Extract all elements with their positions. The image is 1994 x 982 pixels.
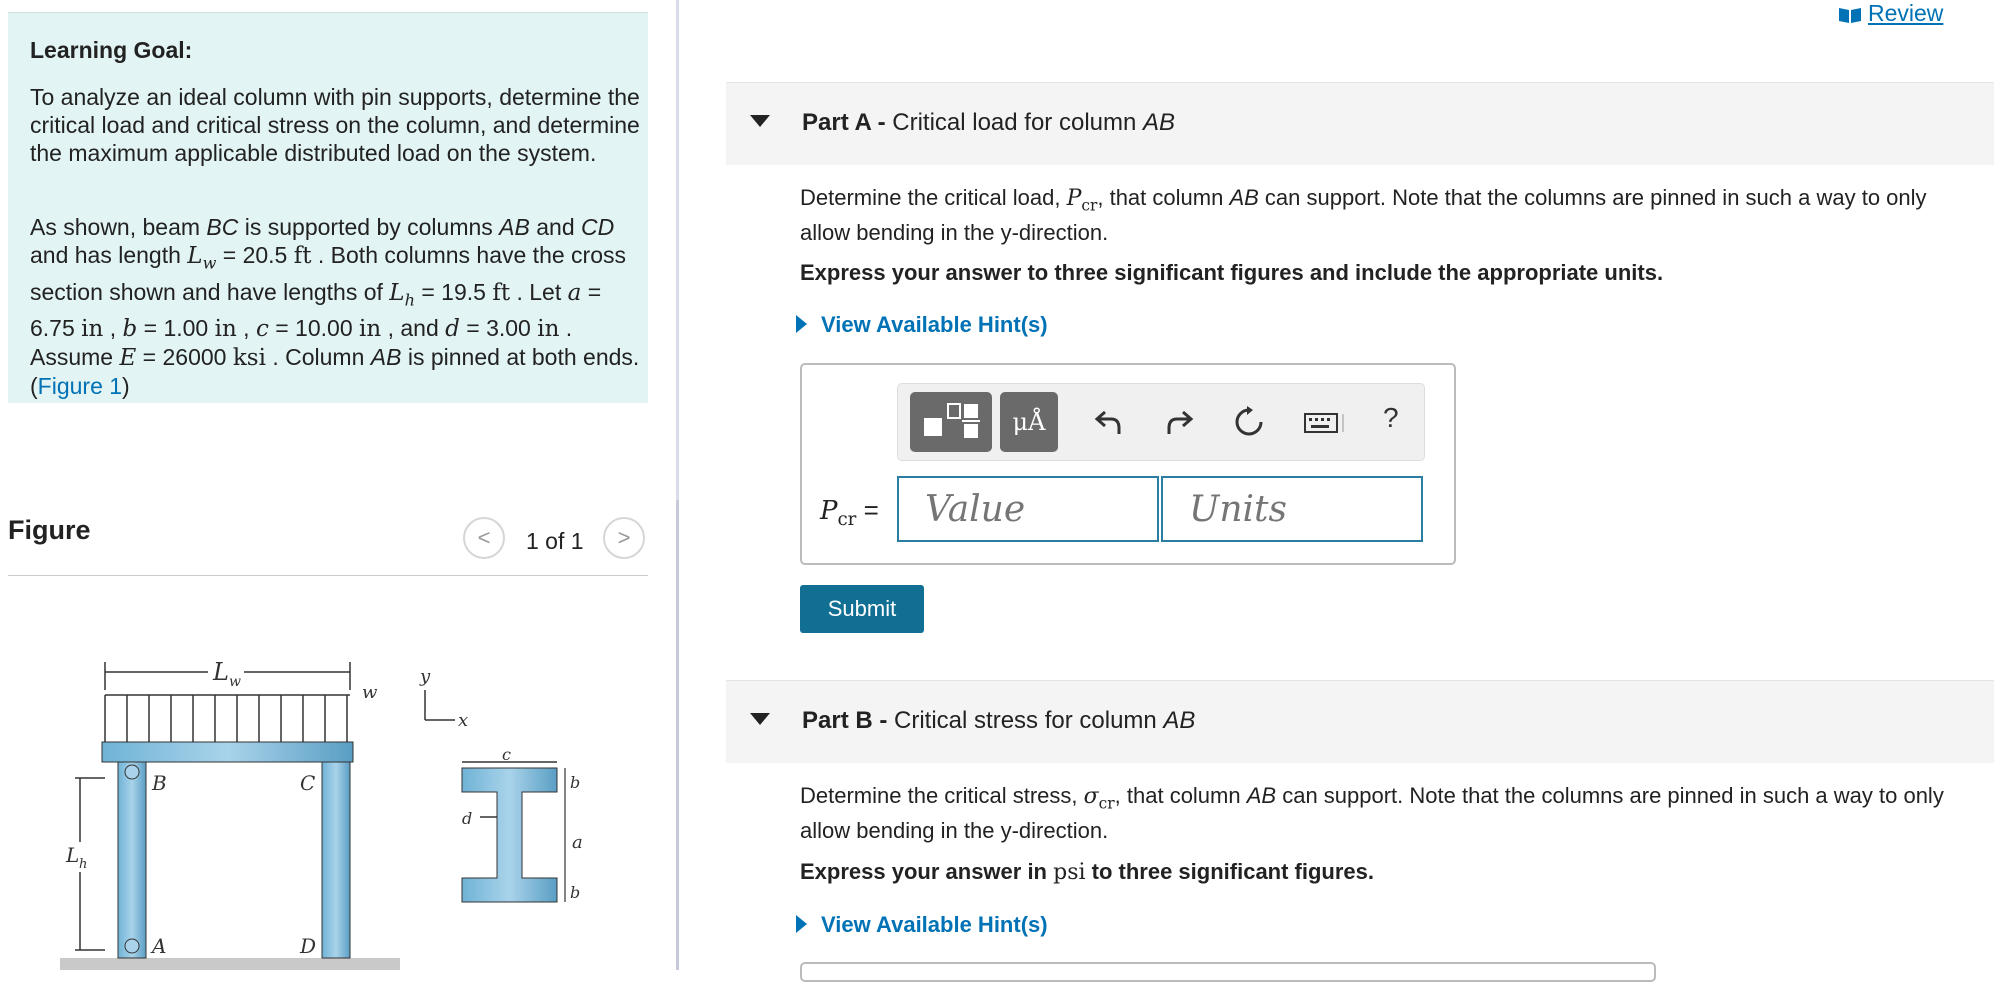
math-toolbar (897, 383, 1425, 461)
svg-text:w: w (229, 674, 241, 690)
expand-triangle-icon (796, 315, 807, 333)
cs-b-label-top: b (570, 773, 581, 792)
units-button[interactable]: μÅ (1000, 392, 1058, 452)
part-a-title: Part A - Critical load for column AB (802, 109, 1176, 136)
part-b-question: Determine the critical stress, $\sigma_{cr}$, that column AB can support. Note that the columns are pinned in such a way to only allow bending in the y-direction. (800, 783, 1944, 844)
figure-title: Figure (8, 515, 91, 545)
point-a-label: A (152, 934, 167, 958)
ground (60, 958, 400, 970)
help-button[interactable]: ? (1383, 402, 1399, 433)
expand-triangle-icon (796, 915, 807, 933)
figure-next-button[interactable]: > (603, 517, 645, 559)
part-a-hint-toggle[interactable]: View Available Hint(s) (796, 312, 1048, 338)
learning-goal-text: To analyze an ideal column with pin supports, determine the critical load and critical stress on the column, and determine the maximum applicable distributed load on the system. (30, 84, 640, 166)
units-input[interactable] (1161, 476, 1423, 542)
answer-label: $P_{cr}$ = (820, 495, 879, 531)
cs-a-label: a (572, 832, 583, 853)
undo-icon[interactable] (1093, 406, 1125, 438)
learning-goal-box (8, 12, 648, 403)
x-axis-label: x (458, 710, 469, 731)
redo-icon[interactable] (1163, 406, 1195, 438)
lw-label: L (213, 658, 229, 686)
collapse-caret-icon[interactable] (750, 713, 770, 725)
column-ab (118, 762, 146, 958)
collapse-caret-icon[interactable] (750, 115, 770, 127)
part-b-header[interactable] (726, 680, 1994, 763)
point-c-label: C (300, 771, 316, 795)
templates-icon (910, 392, 992, 452)
point-d-label: D (300, 934, 317, 958)
w-label: w (362, 682, 378, 703)
figure-link[interactable]: Figure 1 (37, 373, 123, 400)
templates-button[interactable] (910, 392, 992, 452)
cs-c-label: c (502, 745, 511, 764)
part-a-answer-box (800, 363, 1456, 565)
part-a-header[interactable] (726, 82, 1994, 165)
keyboard-icon[interactable] (1303, 406, 1347, 438)
panel-splitter[interactable] (676, 0, 679, 970)
submit-button[interactable]: Submit (800, 585, 924, 633)
lh-label: L (66, 843, 80, 867)
part-a-instructions: Express your answer to three significant figures and include the appropriate units. (800, 260, 1664, 285)
part-b-hint-toggle[interactable]: View Available Hint(s) (796, 912, 1048, 938)
column-cd (322, 762, 350, 958)
cs-b-label-bottom: b (570, 883, 581, 902)
i-beam-section (462, 768, 557, 902)
part-b-instructions: Express your answer in psi to three significant figures. (800, 859, 1375, 885)
part-b-title: Part B - Critical stress for column AB (802, 707, 1196, 734)
review-link[interactable]: Review (1838, 0, 1943, 27)
part-a-question: Determine the critical load, $P_{cr}$, that column AB can support. Note that the columns are pinned in such a way to only allow bending in the y-direction. (800, 185, 1927, 246)
y-axis-label: y (420, 666, 431, 687)
book-icon (1838, 6, 1862, 24)
left-panel (0, 0, 676, 970)
reset-icon[interactable] (1233, 406, 1265, 438)
value-input[interactable] (897, 476, 1159, 542)
point-b-label: B (152, 771, 167, 795)
figure-counter: 1 of 1 (526, 528, 584, 554)
figure-prev-button[interactable]: < (463, 517, 505, 559)
beam-bc (102, 742, 353, 762)
svg-text:h: h (79, 857, 88, 872)
cs-d-label: d (462, 809, 473, 828)
column-diagram (50, 650, 650, 970)
part-b-answer-box (800, 962, 1656, 982)
figure-divider (8, 575, 648, 576)
distributed-load-arrows (105, 695, 347, 742)
problem-statement: As shown, beam BC is supported by columns AB and CD and has length $L_w = 20.5$ ft . Both columns have the cross section shown and have lengths of $L_h = 19.5$ ft . Let a = 6.75 in , b = 1.00 in , c = 10.00 in , and d = 3.00 in . Assume E = 26000 ksi . Column AB is pinned at both ends.(Figure 1) (30, 214, 640, 400)
learning-goal-title: Learning Goal: (30, 37, 193, 63)
